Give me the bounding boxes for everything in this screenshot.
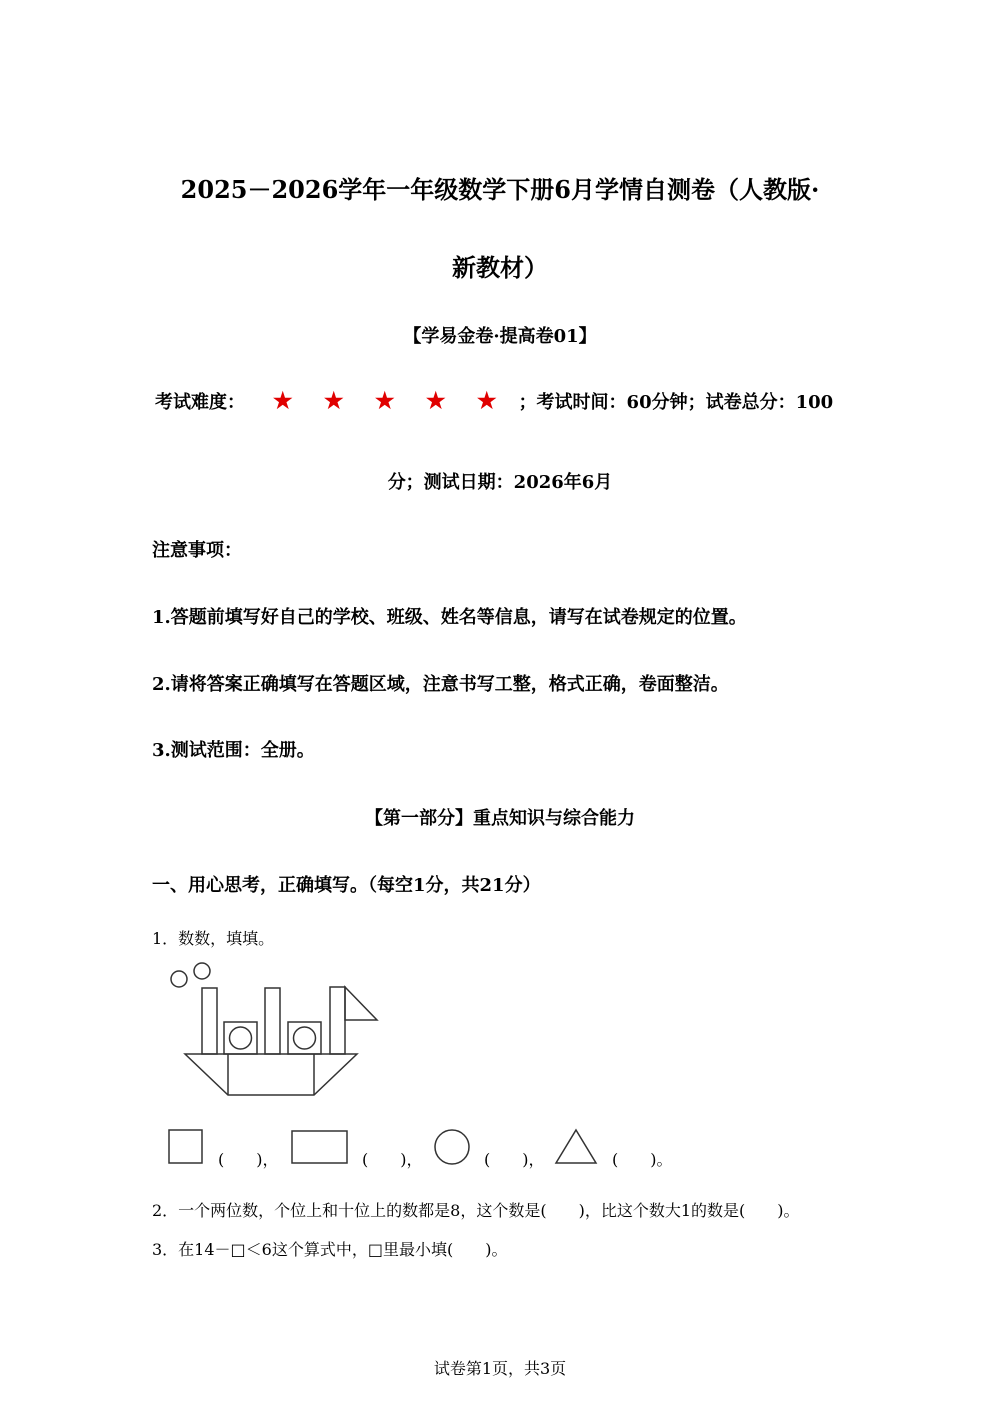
exam-meta-rest: ；考试时间：60分钟；试卷总分：100 — [518, 392, 834, 413]
exam-meta-line — [155, 388, 833, 414]
circle-icon — [433, 1128, 471, 1166]
difficulty-stars — [257, 388, 512, 414]
section-heading: 一、用心思考，正确填写。（每空1分，共21分） — [152, 875, 541, 896]
page-footer: 试卷第1页，共3页 — [433, 1359, 567, 1378]
rectangle-icon — [291, 1130, 349, 1166]
question-3: 3．在14－□＜6这个算式中，□里最小填( )。 — [152, 1240, 508, 1259]
triangle-icon — [554, 1128, 598, 1166]
difficulty-label: 考试难度： — [155, 392, 245, 413]
star-icon: ★ — [272, 388, 293, 414]
star-icon: ★ — [425, 388, 446, 414]
subtitle: 【学易金卷·提高卷01】 — [403, 326, 597, 347]
notice-item: 1.答题前填写好自己的学校、班级、姓名等信息，请写在试卷规定的位置。 — [152, 607, 747, 628]
circle-count-blank[interactable]: ( )， — [484, 1150, 545, 1169]
title-line-1: 2025－2026学年一年级数学下册6月学情自测卷（人教版· — [180, 175, 820, 204]
square-icon — [168, 1129, 204, 1165]
question-1: 1．数数，填填。 — [152, 929, 275, 948]
square-count-blank[interactable]: ( )， — [218, 1150, 279, 1169]
boat-figure — [160, 958, 390, 1103]
title-line-2: 新教材） — [452, 253, 548, 282]
star-icon: ★ — [323, 388, 344, 414]
notice-item: 2.请将答案正确填写在答题区域，注意书写工整，格式正确，卷面整洁。 — [152, 674, 729, 695]
question-2: 2．一个两位数，个位上和十位上的数都是8，这个数是( )，比这个数大1的数是( )。 — [152, 1201, 800, 1220]
star-icon: ★ — [476, 388, 497, 414]
star-icon: ★ — [374, 388, 395, 414]
rectangle-count-blank[interactable]: ( )， — [362, 1150, 423, 1169]
notice-heading: 注意事项： — [152, 540, 242, 561]
exam-meta-line-2: 分；测试日期：2026年6月 — [387, 472, 613, 493]
triangle-count-blank[interactable]: ( )。 — [612, 1150, 673, 1169]
notice-item: 3.测试范围：全册。 — [152, 740, 315, 761]
part-heading: 【第一部分】重点知识与综合能力 — [365, 808, 635, 829]
